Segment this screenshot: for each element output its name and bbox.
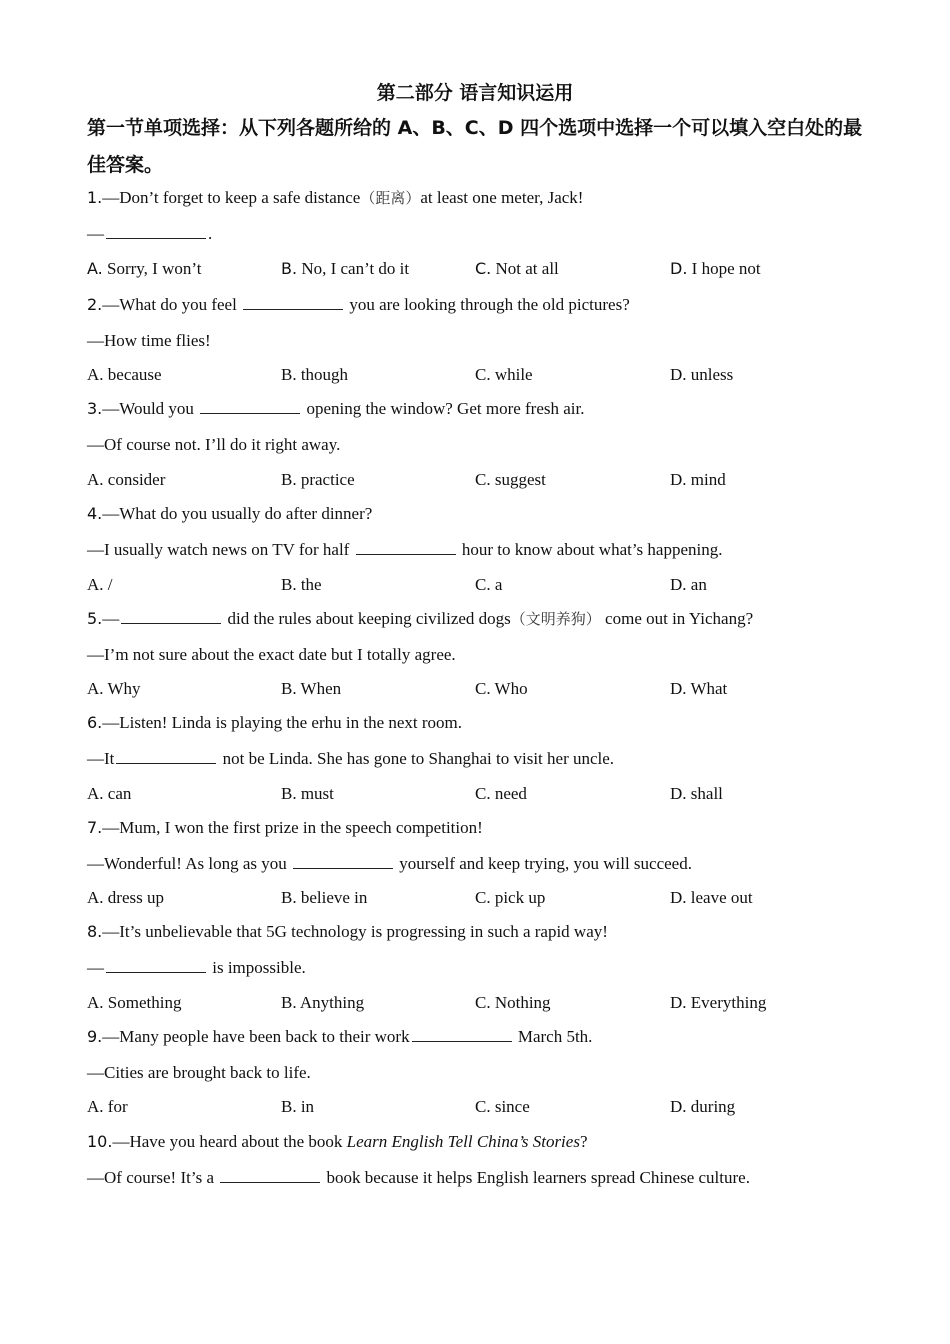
answer-blank bbox=[412, 1027, 512, 1042]
option-d: D. Everything bbox=[670, 993, 767, 1012]
option-d: D. during bbox=[670, 1097, 736, 1116]
question-7: 7.—Mum, I won the first prize in the speech competition! bbox=[87, 818, 483, 837]
reply-3: —Of course not. I’ll do it right away. bbox=[87, 435, 341, 454]
reply-10: —Of course! It’s a book because it helps English learners spread Chinese culture. bbox=[87, 1168, 750, 1187]
question-2: 2.—What do you feel you are looking through the old pictures? bbox=[87, 295, 630, 314]
option-d: D. mind bbox=[670, 470, 726, 489]
reply-6: —It not be Linda. She has gone to Shanghai to visit her uncle. bbox=[87, 749, 615, 768]
question-6: 6.—Listen! Linda is playing the erhu in the next room. bbox=[87, 713, 463, 732]
question-number: 8. bbox=[87, 922, 103, 941]
option-d: D. shall bbox=[670, 784, 723, 803]
question-4: 4.—What do you usually do after dinner? bbox=[87, 504, 373, 523]
option-d: D. an bbox=[670, 575, 707, 594]
option-b: B. practice bbox=[281, 470, 355, 489]
option-d: D. I hope not bbox=[670, 259, 761, 278]
option-c: C. Nothing bbox=[475, 993, 551, 1012]
options-2 bbox=[87, 364, 877, 386]
option-a: A. for bbox=[87, 1097, 128, 1116]
option-a: A. dress up bbox=[87, 888, 164, 907]
question-10: 10.—Have you heard about the book Learn English Tell China’s Stories? bbox=[87, 1132, 588, 1151]
question-9: 9.—Many people have been back to their work March 5th. bbox=[87, 1027, 593, 1046]
reply-2: —How time flies! bbox=[87, 331, 211, 350]
option-d: D. unless bbox=[670, 365, 734, 384]
reply-9: —Cities are brought back to life. bbox=[87, 1063, 311, 1082]
question-number: 6. bbox=[87, 713, 103, 732]
answer-blank bbox=[121, 609, 221, 624]
answer-blank bbox=[243, 295, 343, 310]
options-4 bbox=[87, 574, 877, 596]
reply-1: — . bbox=[87, 224, 213, 243]
option-a: A. Something bbox=[87, 993, 182, 1012]
answer-blank bbox=[293, 854, 393, 869]
option-a: A. because bbox=[87, 365, 162, 384]
option-c: C. need bbox=[475, 784, 527, 803]
option-b: B. though bbox=[281, 365, 349, 384]
reply-4: —I usually watch news on TV for half hour to know about what’s happening. bbox=[87, 540, 723, 559]
options-3 bbox=[87, 469, 877, 491]
answer-blank bbox=[106, 224, 206, 239]
option-b: B. No, I can’t do it bbox=[281, 259, 410, 278]
reply-7: —Wonderful! As long as you yourself and keep trying, you will succeed. bbox=[87, 854, 692, 873]
options-6 bbox=[87, 783, 877, 805]
answer-blank bbox=[200, 399, 300, 414]
option-a: A. can bbox=[87, 784, 132, 803]
options-5 bbox=[87, 678, 877, 700]
option-c: C. Not at all bbox=[475, 259, 559, 278]
answer-blank bbox=[116, 749, 216, 764]
option-c: C. a bbox=[475, 575, 503, 594]
options-8 bbox=[87, 992, 877, 1014]
option-c: C. while bbox=[475, 365, 533, 384]
option-b: B. When bbox=[281, 679, 342, 698]
option-b: B. believe in bbox=[281, 888, 368, 907]
question-number: 2. bbox=[87, 295, 103, 314]
question-1: 1.—Don’t forget to keep a safe distance（距离）at least one meter, Jack! bbox=[87, 188, 584, 207]
question-number: 9. bbox=[87, 1027, 103, 1046]
option-b: B. the bbox=[281, 575, 322, 594]
answer-blank bbox=[106, 958, 206, 973]
option-d: D. leave out bbox=[670, 888, 753, 907]
option-b: B. must bbox=[281, 784, 334, 803]
question-number: 3. bbox=[87, 399, 103, 418]
part-title: 第二部分 语言知识运用 bbox=[376, 82, 574, 104]
option-c: C. pick up bbox=[475, 888, 546, 907]
options-1 bbox=[87, 258, 877, 280]
reply-5: —I’m not sure about the exact date but I totally agree. bbox=[87, 645, 456, 664]
question-number: 7. bbox=[87, 818, 103, 837]
option-c: C. since bbox=[475, 1097, 530, 1116]
option-a: A. consider bbox=[87, 470, 166, 489]
option-b: B. in bbox=[281, 1097, 315, 1116]
answer-blank bbox=[220, 1168, 320, 1183]
option-c: C. Who bbox=[475, 679, 528, 698]
reply-8: — is impossible. bbox=[87, 958, 306, 977]
question-number: 10. bbox=[87, 1132, 113, 1151]
question-8: 8.—It’s unbelievable that 5G technology is progressing in such a rapid way! bbox=[87, 922, 608, 941]
option-c: C. suggest bbox=[475, 470, 546, 489]
question-5: 5.— did the rules about keeping civilized dogs（文明养狗） come out in Yichang? bbox=[87, 609, 754, 628]
options-7 bbox=[87, 887, 877, 909]
options-9 bbox=[87, 1096, 877, 1118]
option-b: B. Anything bbox=[281, 993, 365, 1012]
answer-blank bbox=[356, 540, 456, 555]
question-3: 3.—Would you opening the window? Get more fresh air. bbox=[87, 399, 585, 418]
option-a: A. Why bbox=[87, 679, 141, 698]
option-a: A. / bbox=[87, 575, 113, 594]
option-a: A. Sorry, I won’t bbox=[87, 259, 202, 278]
book-title: Learn English Tell China’s Stories bbox=[346, 1132, 580, 1151]
question-number: 4. bbox=[87, 504, 103, 523]
section-instruction: 第一节单项选择：从下列各题所给的 A、B、C、D 四个选项中选择一个可以填入空白处的最佳答案。 bbox=[87, 117, 863, 176]
question-number: 1. bbox=[87, 188, 103, 207]
question-number: 5. bbox=[87, 609, 103, 628]
option-d: D. What bbox=[670, 679, 728, 698]
